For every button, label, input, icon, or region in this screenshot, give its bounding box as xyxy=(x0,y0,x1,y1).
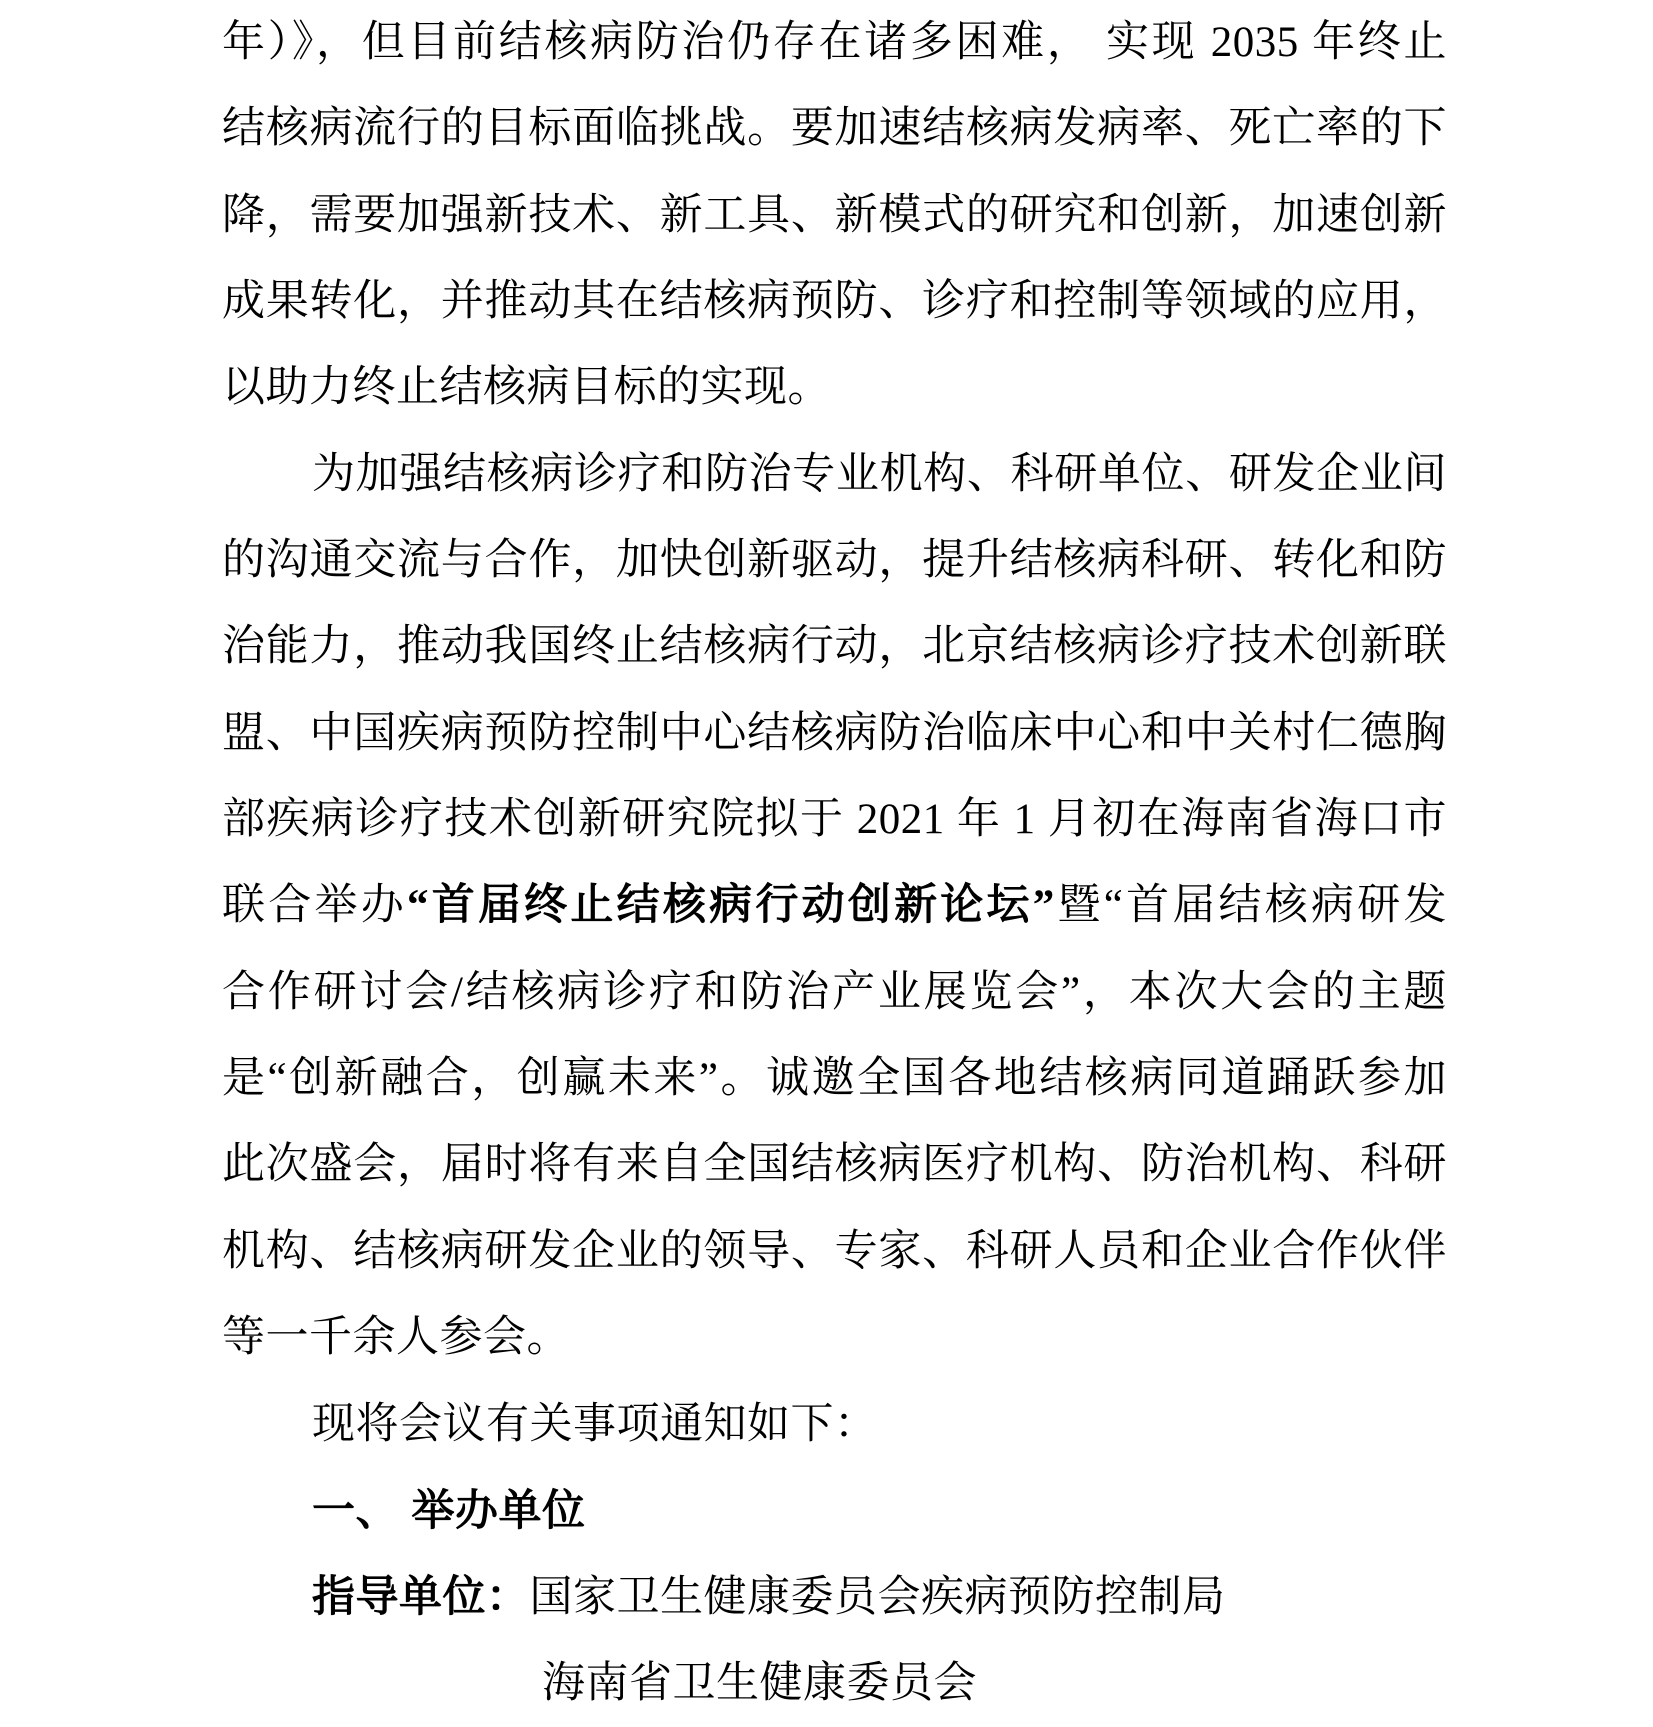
guiding-unit-value: 海南省卫生健康委员会 xyxy=(542,1659,977,1707)
text-line xyxy=(222,691,1447,777)
text-line xyxy=(222,173,1447,259)
body-text: 现将会议有关事项通知如下： xyxy=(312,1400,878,1448)
text-line xyxy=(222,0,1447,86)
body-text: 以助力终止结核病目标的实现。 xyxy=(222,364,831,412)
guiding-unit-line xyxy=(222,1554,1447,1640)
body-text: 降，需要加强新技术、新工具、新模式的研究和创新，加速创新 xyxy=(222,191,1447,239)
section-heading-organizers xyxy=(222,1468,1447,1554)
text-line xyxy=(222,777,1447,863)
body-text: 暨“首届结核病研发 xyxy=(1054,882,1447,930)
text-line xyxy=(222,345,1447,431)
body-text: 此次盛会，届时将有来自全国结核病医疗机构、防治机构、科研 xyxy=(222,1141,1447,1189)
text-line xyxy=(222,863,1447,949)
body-text: 成果转化，并推动其在结核病预防、诊疗和控制等领域的应用， xyxy=(222,278,1447,326)
text-line xyxy=(222,259,1447,345)
body-text: 盟、中国疾病预防控制中心结核病防治临床中心和中关村仁德胸 xyxy=(222,709,1447,757)
guiding-unit-label: 指导单位： xyxy=(312,1573,530,1622)
body-text: 联合举办 xyxy=(222,882,407,930)
body-text: 的沟通交流与合作，加快创新驱动，提升结核病科研、转化和防 xyxy=(222,537,1447,585)
text-line xyxy=(222,1382,1447,1468)
text-line xyxy=(222,518,1447,604)
text-line xyxy=(222,1209,1447,1295)
body-text: 等一千余人参会。 xyxy=(222,1314,570,1362)
heading-text: 一、 举办单位 xyxy=(312,1486,586,1535)
body-text: 部疾病诊疗技术创新研究院拟于 2021 年 1 月初在海南省海口市 xyxy=(222,796,1447,844)
guiding-unit-line xyxy=(222,1641,1447,1727)
text-line xyxy=(222,604,1447,690)
notice-text-block xyxy=(222,0,1447,1727)
text-line xyxy=(222,1036,1447,1122)
forum-name-bold-text: “首届终止结核病行动创新论坛” xyxy=(406,882,1055,930)
guiding-unit-value: 国家卫生健康委员会疾病预防控制局 xyxy=(529,1574,1226,1622)
text-line xyxy=(222,1122,1447,1208)
body-text: 年）》，但目前结核病防治仍存在诸多困难， 实现 2035 年终止 xyxy=(222,19,1447,66)
text-line xyxy=(222,432,1447,518)
body-text: 治能力，推动我国终止结核病行动，北京结核病诊疗技术创新联 xyxy=(222,623,1447,671)
text-line xyxy=(222,1295,1447,1381)
body-text: 机构、结核病研发企业的领导、专家、科研人员和企业合作伙伴 xyxy=(222,1227,1447,1275)
body-text: 是“创新融合，创赢未来”。诚邀全国各地结核病同道踊跃参加 xyxy=(222,1055,1447,1103)
body-text: 合作研讨会/结核病诊疗和防治产业展览会”，本次大会的主题 xyxy=(222,968,1447,1016)
body-text: 为加强结核病诊疗和防治专业机构、科研单位、研发企业间 xyxy=(312,450,1447,498)
text-line xyxy=(222,950,1447,1036)
text-line xyxy=(222,86,1447,172)
body-text: 结核病流行的目标面临挑战。要加速结核病发病率、死亡率的下 xyxy=(222,105,1447,153)
